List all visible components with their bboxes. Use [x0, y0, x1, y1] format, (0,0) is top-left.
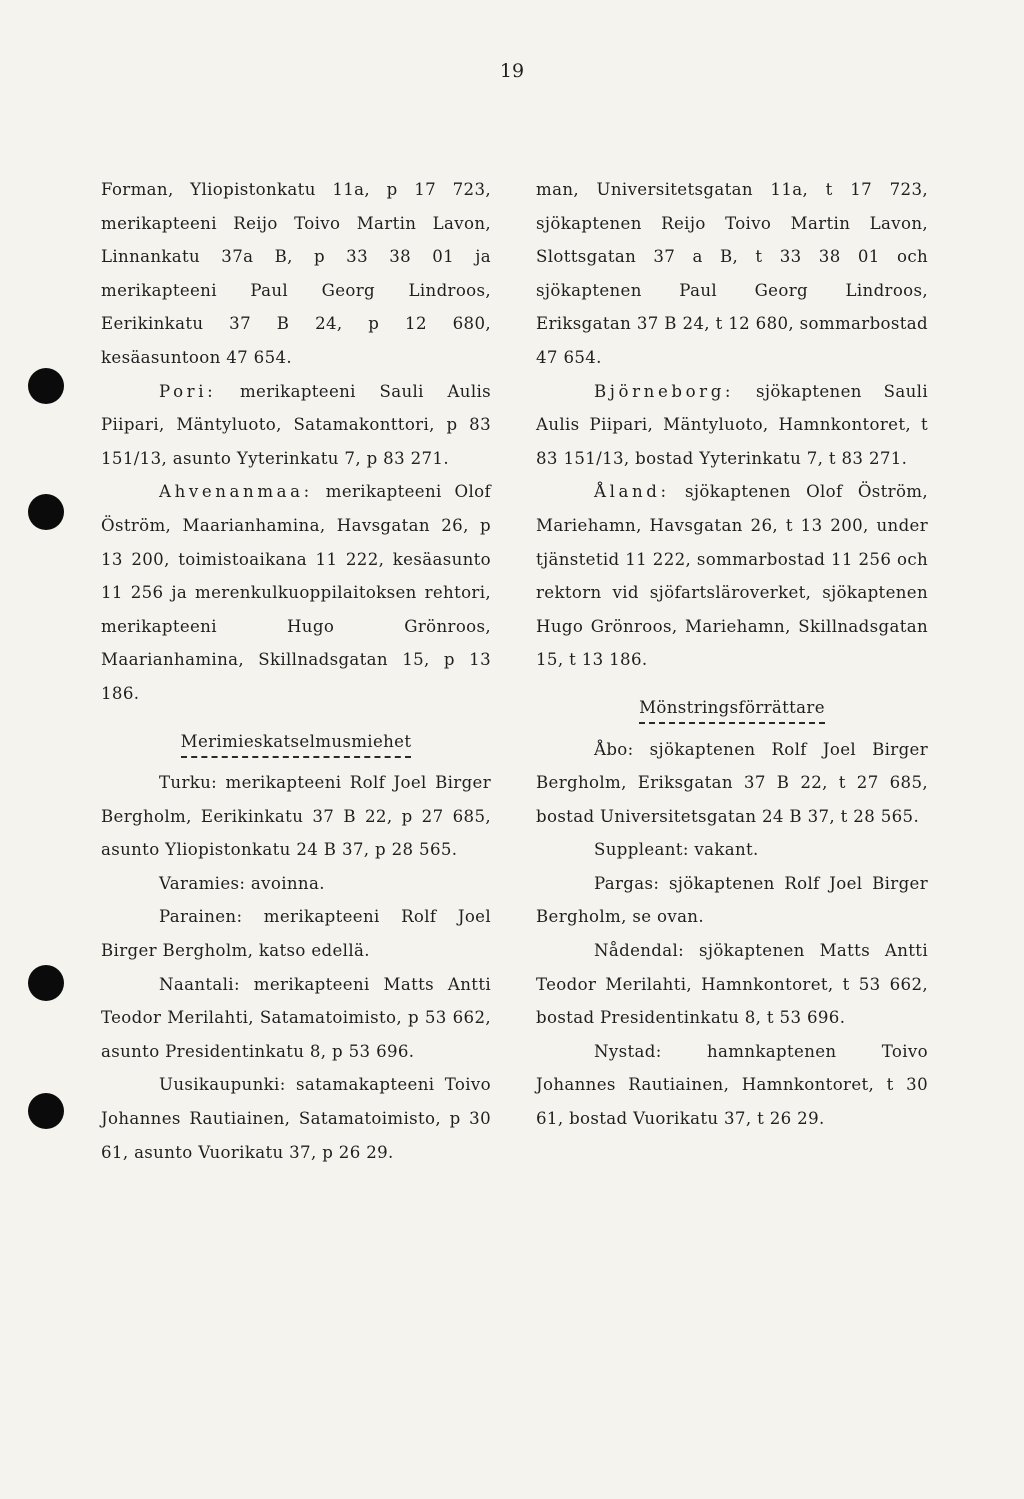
binder-hole: [28, 1093, 64, 1129]
ahvenanmaa-label: Ahvenanmaa:: [159, 482, 313, 502]
left-column-finnish: [101, 173, 491, 1169]
heading-text: Mönstringsförrättare: [639, 694, 825, 724]
binder-hole: [28, 494, 64, 530]
nadendal-paragraph: Nådendal: sjökaptenen Matts Antti Teodor Merilahti, Hamnkontoret, t 53 662, bostad Presidentinkatu 8, t 53 696.: [536, 941, 928, 1028]
bjorneborg-label: Björneborg:: [594, 381, 735, 401]
pori-paragraph: [101, 375, 491, 476]
suppleant-paragraph: Suppleant: vakant.: [594, 840, 759, 860]
heading-text: Merimieskatselmusmiehet: [181, 728, 412, 758]
right-column-swedish: [536, 173, 928, 1136]
section-heading-right: [536, 677, 928, 733]
bjorneborg-text: sjökaptenen Sauli Aulis Piipari, Mäntyluoto, Hamnkontoret, t 83 151/13, bostad Yyterinkatu 7, t 83 271.: [536, 381, 928, 468]
pori-text: merikapteeni Sauli Aulis Piipari, Mäntyluoto, Satamakonttori, p 83 151/13, asunto Yyterinkatu 7, p 83 271.: [101, 381, 491, 468]
ahvenanmaa-text: merikapteeni Olof Öström, Maarianhamina, Havsgatan 26, p 13 200, toimistoaikana 11 222, kesäasunto 11 256 ja merenkulkuoppilaitoksen rehtori, merikapteeni Hugo Grönroos, Maarianhamina, Skillnadsgatan 15, p 13 186.: [101, 482, 491, 703]
forman-paragraph: Forman, Yliopistonkatu 11a, p 17 723, merikapteeni Reijo Toivo Martin Lavon, Linnankatu 37a B, p 33 38 01 ja merikapteeni Paul Georg Lindroos, Eerikinkatu 37 B 24, p 12 680, kesäasuntoon 47 654.: [101, 180, 491, 367]
ahvenanmaa-paragraph: [101, 475, 491, 710]
bjorneborg-paragraph: [536, 375, 928, 476]
aland-label: Åland:: [594, 482, 670, 502]
uusikaupunki-paragraph: Uusikaupunki: satamakapteeni Toivo Johannes Rautiainen, Satamatoimisto, p 30 61, asunto Vuorikatu 37, p 26 29.: [101, 1075, 491, 1162]
binder-hole: [28, 965, 64, 1001]
aland-text: sjökaptenen Olof Öström, Mariehamn, Havsgatan 26, t 13 200, under tjänstetid 11 222, sommarbostad 11 256 och rektorn vid sjöfartsläroverket, sjökaptenen Hugo Grönroos, Mariehamn, Skillnadsgatan 15, t 13 186.: [536, 482, 928, 670]
abo-paragraph: Åbo: sjökaptenen Rolf Joel Birger Bergholm, Eriksgatan 37 B 22, t 27 685, bostad Universitetsgatan 24 B 37, t 28 565.: [536, 739, 928, 826]
turku-paragraph: Turku: merikapteeni Rolf Joel Birger Bergholm, Eerikinkatu 37 B 22, p 27 685, asunto Yliopistonkatu 24 B 37, p 28 565.: [101, 773, 491, 860]
man-paragraph: man, Universitetsgatan 11a, t 17 723, sjökaptenen Reijo Toivo Martin Lavon, Slottsgatan 37 a B, t 33 38 01 och sjökaptenen Paul Georg Lindroos, Eriksgatan 37 B 24, t 12 680, sommarbostad 47 654.: [536, 180, 928, 367]
pori-label: Pori:: [159, 381, 217, 401]
section-heading-left: [101, 711, 491, 767]
varamies-paragraph: Varamies: avoinna.: [159, 873, 325, 893]
naantali-paragraph: Naantali: merikapteeni Matts Antti Teodor Merilahti, Satamatoimisto, p 53 662, asunto Presidentinkatu 8, p 53 696.: [101, 974, 491, 1061]
parainen-paragraph: Parainen: merikapteeni Rolf Joel Birger Bergholm, katso edellä.: [101, 907, 491, 961]
page-number: 19: [499, 60, 525, 82]
pargas-paragraph: Pargas: sjökaptenen Rolf Joel Birger Bergholm, se ovan.: [536, 873, 928, 927]
nystad-paragraph: Nystad: hamnkaptenen Toivo Johannes Rautiainen, Hamnkontoret, t 30 61, bostad Vuorikatu 37, t 26 29.: [536, 1041, 928, 1129]
aland-paragraph: [536, 475, 928, 677]
binder-hole: [28, 368, 64, 404]
